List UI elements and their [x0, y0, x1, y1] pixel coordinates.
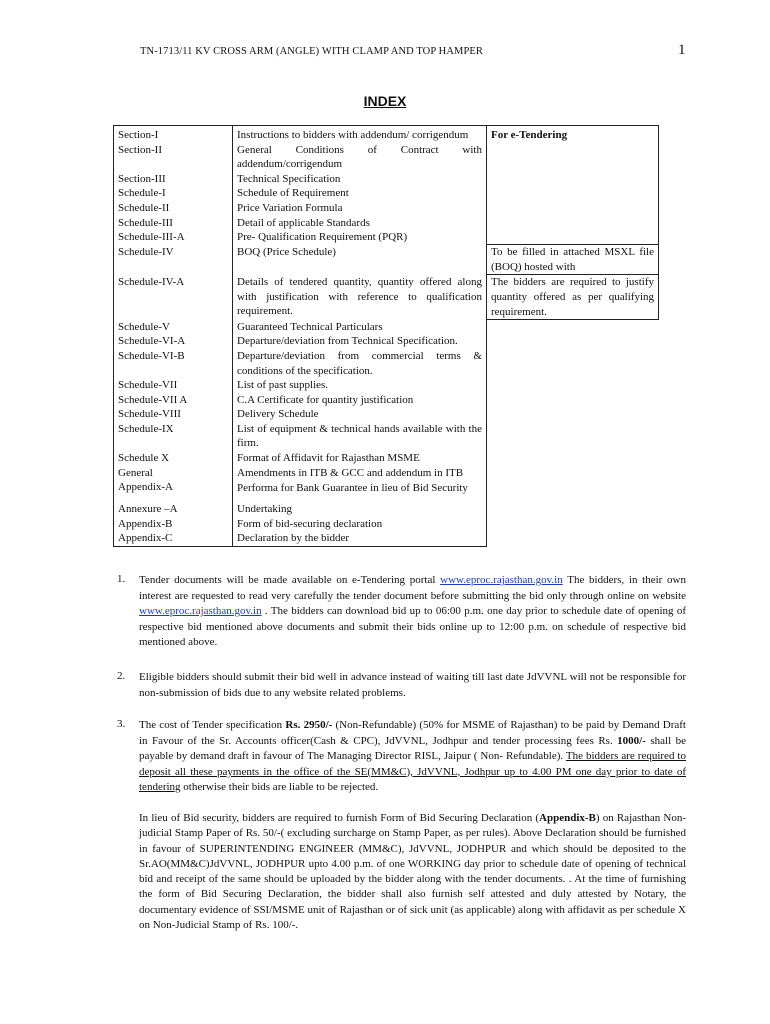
section-cell: Schedule-III-A: [114, 230, 233, 245]
description-cell: Format of Affidavit for Rajasthan MSME: [233, 451, 487, 466]
table-row: [114, 451, 659, 466]
processing-fee-amount: 1000/-: [617, 734, 646, 747]
note-cell: To be filled in attached MSXL file (BOQ) hosted with: [487, 245, 659, 275]
note-cell: [487, 186, 659, 201]
bid-security-paragraph: [139, 811, 686, 933]
point-1-text: The bidders, in their own interest are requested to read very carefully the tender document before submitting the bid only through online on website: [139, 574, 686, 602]
description-cell: Declaration by the bidder: [233, 531, 487, 546]
section-cell: Schedule X: [114, 451, 233, 466]
table-row: [114, 407, 659, 422]
table-row: [114, 480, 659, 497]
section-cell: Schedule-VI-B: [114, 349, 233, 378]
section-cell: Schedule-I: [114, 186, 233, 201]
description-cell: List of past supplies.: [233, 378, 487, 393]
table-row: [114, 349, 659, 378]
document-header: TN-1713/11 KV CROSS ARM (ANGLE) WITH CLAMP AND TOP HAMPER: [140, 46, 483, 57]
tender-cost-amount: Rs. 2950/-: [285, 719, 333, 731]
section-cell: Schedule-III: [114, 216, 233, 231]
table-row: [114, 517, 659, 532]
table-row: [114, 172, 659, 187]
point-number: 3.: [117, 718, 126, 730]
description-cell: Guaranteed Technical Particulars: [233, 320, 487, 335]
deposit-instruction: The bidders are required to deposit all these payments in the office of the SE(MM&C), JdVVNL, Jodhpur up to 4.00 PM one day prior to date of tendering: [139, 750, 686, 794]
table-row: [114, 378, 659, 393]
description-cell: Detail of applicable Standards: [233, 216, 487, 231]
table-row: [114, 466, 659, 481]
section-cell: Schedule-VII: [114, 378, 233, 393]
point-3-text: (Non-Refundable) (50% for MSME of Rajasthan) to be paid by Demand Draft in Favour of the Sr. Accounts officer(Cash & CPC), JdVVNL, Jodhpur and tender processing fees Rs.: [139, 719, 686, 747]
table-row: [114, 334, 659, 349]
description-cell: Departure/deviation from commercial terms & conditions of the specification.: [233, 349, 487, 378]
table-row: [114, 216, 659, 231]
section-cell: Appendix-B: [114, 517, 233, 532]
description-cell: Instructions to bidders with addendum/ corrigendum: [233, 126, 487, 143]
section-cell: General: [114, 466, 233, 481]
index-table: [113, 125, 659, 547]
point-1-text: Tender documents will be made available on e-Tendering portal: [139, 574, 441, 586]
description-cell: Schedule of Requirement: [233, 186, 487, 201]
section-cell: Schedule-IV: [114, 245, 233, 275]
section-cell: Annexure –A: [114, 497, 233, 517]
bid-security-text: ) on Rajasthan Non-judicial Stamp Paper of Rs. 50/-( excluding surcharge on Stamp Paper, as per rules). Above Declaration should be furnished in favour of SUPERINTENDING ENGINEER (MM&C), JdVVNL, JODHPUR and which should be deposited to the Sr.AO(MM&C)JdVVNL, JODHPUR upto 4.00 p.m. of one WORKING day prior to schedule date of opening of technical bid and receipt of the same should be uploaded by the bidder along with the tender documents. . At the time of furnishing the form of Bid Securing Declaration, the bidder shall also furnish self attested and duly attested by Notary, the documentary evidence of SSI/MSME unit of Rajasthan or of sick unit (as applicable) along with affidavit as per schedule X on Non-Judicial Stamp of Rs. 100/-.: [139, 812, 686, 932]
bid-security-text: In lieu of Bid security, bidders are required to furnish Form of Bid Securing Declaration (: [139, 812, 540, 824]
point-3-text: otherwise their bids are liable to be rejected.: [180, 781, 379, 794]
point-3-text: The cost of Tender specification: [139, 719, 286, 731]
table-row: [114, 230, 659, 245]
note-cell: [487, 172, 659, 187]
point-number: 2.: [117, 670, 126, 682]
note-cell: [487, 143, 659, 172]
description-cell: List of equipment & technical hands available with the firm.: [233, 422, 487, 451]
table-row: [114, 201, 659, 216]
table-row: [114, 497, 659, 517]
description-cell: Performa for Bank Guarantee in lieu of Bid Security: [233, 480, 487, 497]
point-3-paragraph: [139, 718, 686, 796]
table-row: [114, 245, 659, 275]
table-row: [114, 320, 659, 335]
point-1-text: . The bidders can download bid up to 06:00 p.m. one day prior to schedule date of opening of respective bid mentioned above documents and submit their bids online up to 12:00 p.m. on schedule of respective bid mentioned above.: [139, 605, 686, 649]
section-cell: Appendix-C: [114, 531, 233, 546]
table-row: [114, 126, 659, 143]
note-cell: The bidders are required to justify quantity offered as per qualifying requirement.: [487, 275, 659, 320]
note-cell: [487, 216, 659, 231]
table-row: [114, 393, 659, 408]
table-row: [114, 275, 659, 320]
description-cell: Undertaking: [233, 497, 487, 517]
appendix-b-ref: Appendix-B: [539, 812, 596, 824]
description-cell: Delivery Schedule: [233, 407, 487, 422]
index-title: INDEX: [363, 93, 407, 109]
table-row: [114, 186, 659, 201]
section-cell: Appendix-A: [114, 480, 233, 497]
description-cell: Amendments in ITB & GCC and addendum in ITB: [233, 466, 487, 481]
description-cell: C.A Certificate for quantity justification: [233, 393, 487, 408]
eproc-link[interactable]: www.eproc.rajasthan.gov.in: [440, 574, 563, 586]
section-cell: Schedule-VIII: [114, 407, 233, 422]
description-cell: Departure/deviation from Technical Specification.: [233, 334, 487, 349]
section-cell: Schedule-VII A: [114, 393, 233, 408]
section-cell: Schedule-V: [114, 320, 233, 335]
section-cell: Section-II: [114, 143, 233, 172]
point-1-paragraph: [139, 573, 686, 651]
description-cell: Form of bid-securing declaration: [233, 517, 487, 532]
description-cell: BOQ (Price Schedule): [233, 245, 487, 275]
section-cell: Schedule-II: [114, 201, 233, 216]
note-cell: [487, 201, 659, 216]
eproc-link[interactable]: www.eproc.rajasthan.gov.in: [139, 605, 262, 618]
table-row: [114, 422, 659, 451]
table-row: [114, 143, 659, 172]
section-cell: Schedule-IV-A: [114, 275, 233, 320]
section-cell: Schedule-IX: [114, 422, 233, 451]
note-cell: [487, 230, 659, 245]
table-row: [114, 531, 659, 546]
description-cell: General Conditions of Contract with addendum/corrigendum: [233, 143, 487, 172]
section-cell: Section-III: [114, 172, 233, 187]
description-cell: Price Variation Formula: [233, 201, 487, 216]
point-3-text: shall be payable by demand draft in favour of The Managing Director RISL, Jaipur ( Non- Refundable).: [139, 734, 686, 763]
point-number: 1.: [117, 573, 126, 585]
e-tendering-title: For e-Tendering: [487, 126, 659, 143]
description-cell: Technical Specification: [233, 172, 487, 187]
description-cell: Pre- Qualification Requirement (PQR): [233, 230, 487, 245]
page-number: 1: [678, 42, 686, 58]
description-cell: Details of tendered quantity, quantity offered along with justification with reference to qualification requirement.: [233, 275, 487, 320]
point-2-paragraph: Eligible bidders should submit their bid well in advance instead of waiting till last date JdVVNL will not be responsible for non-submission of bids due to any website related problems.: [139, 671, 686, 699]
section-cell: Schedule-VI-A: [114, 334, 233, 349]
section-cell: Section-I: [114, 126, 233, 143]
